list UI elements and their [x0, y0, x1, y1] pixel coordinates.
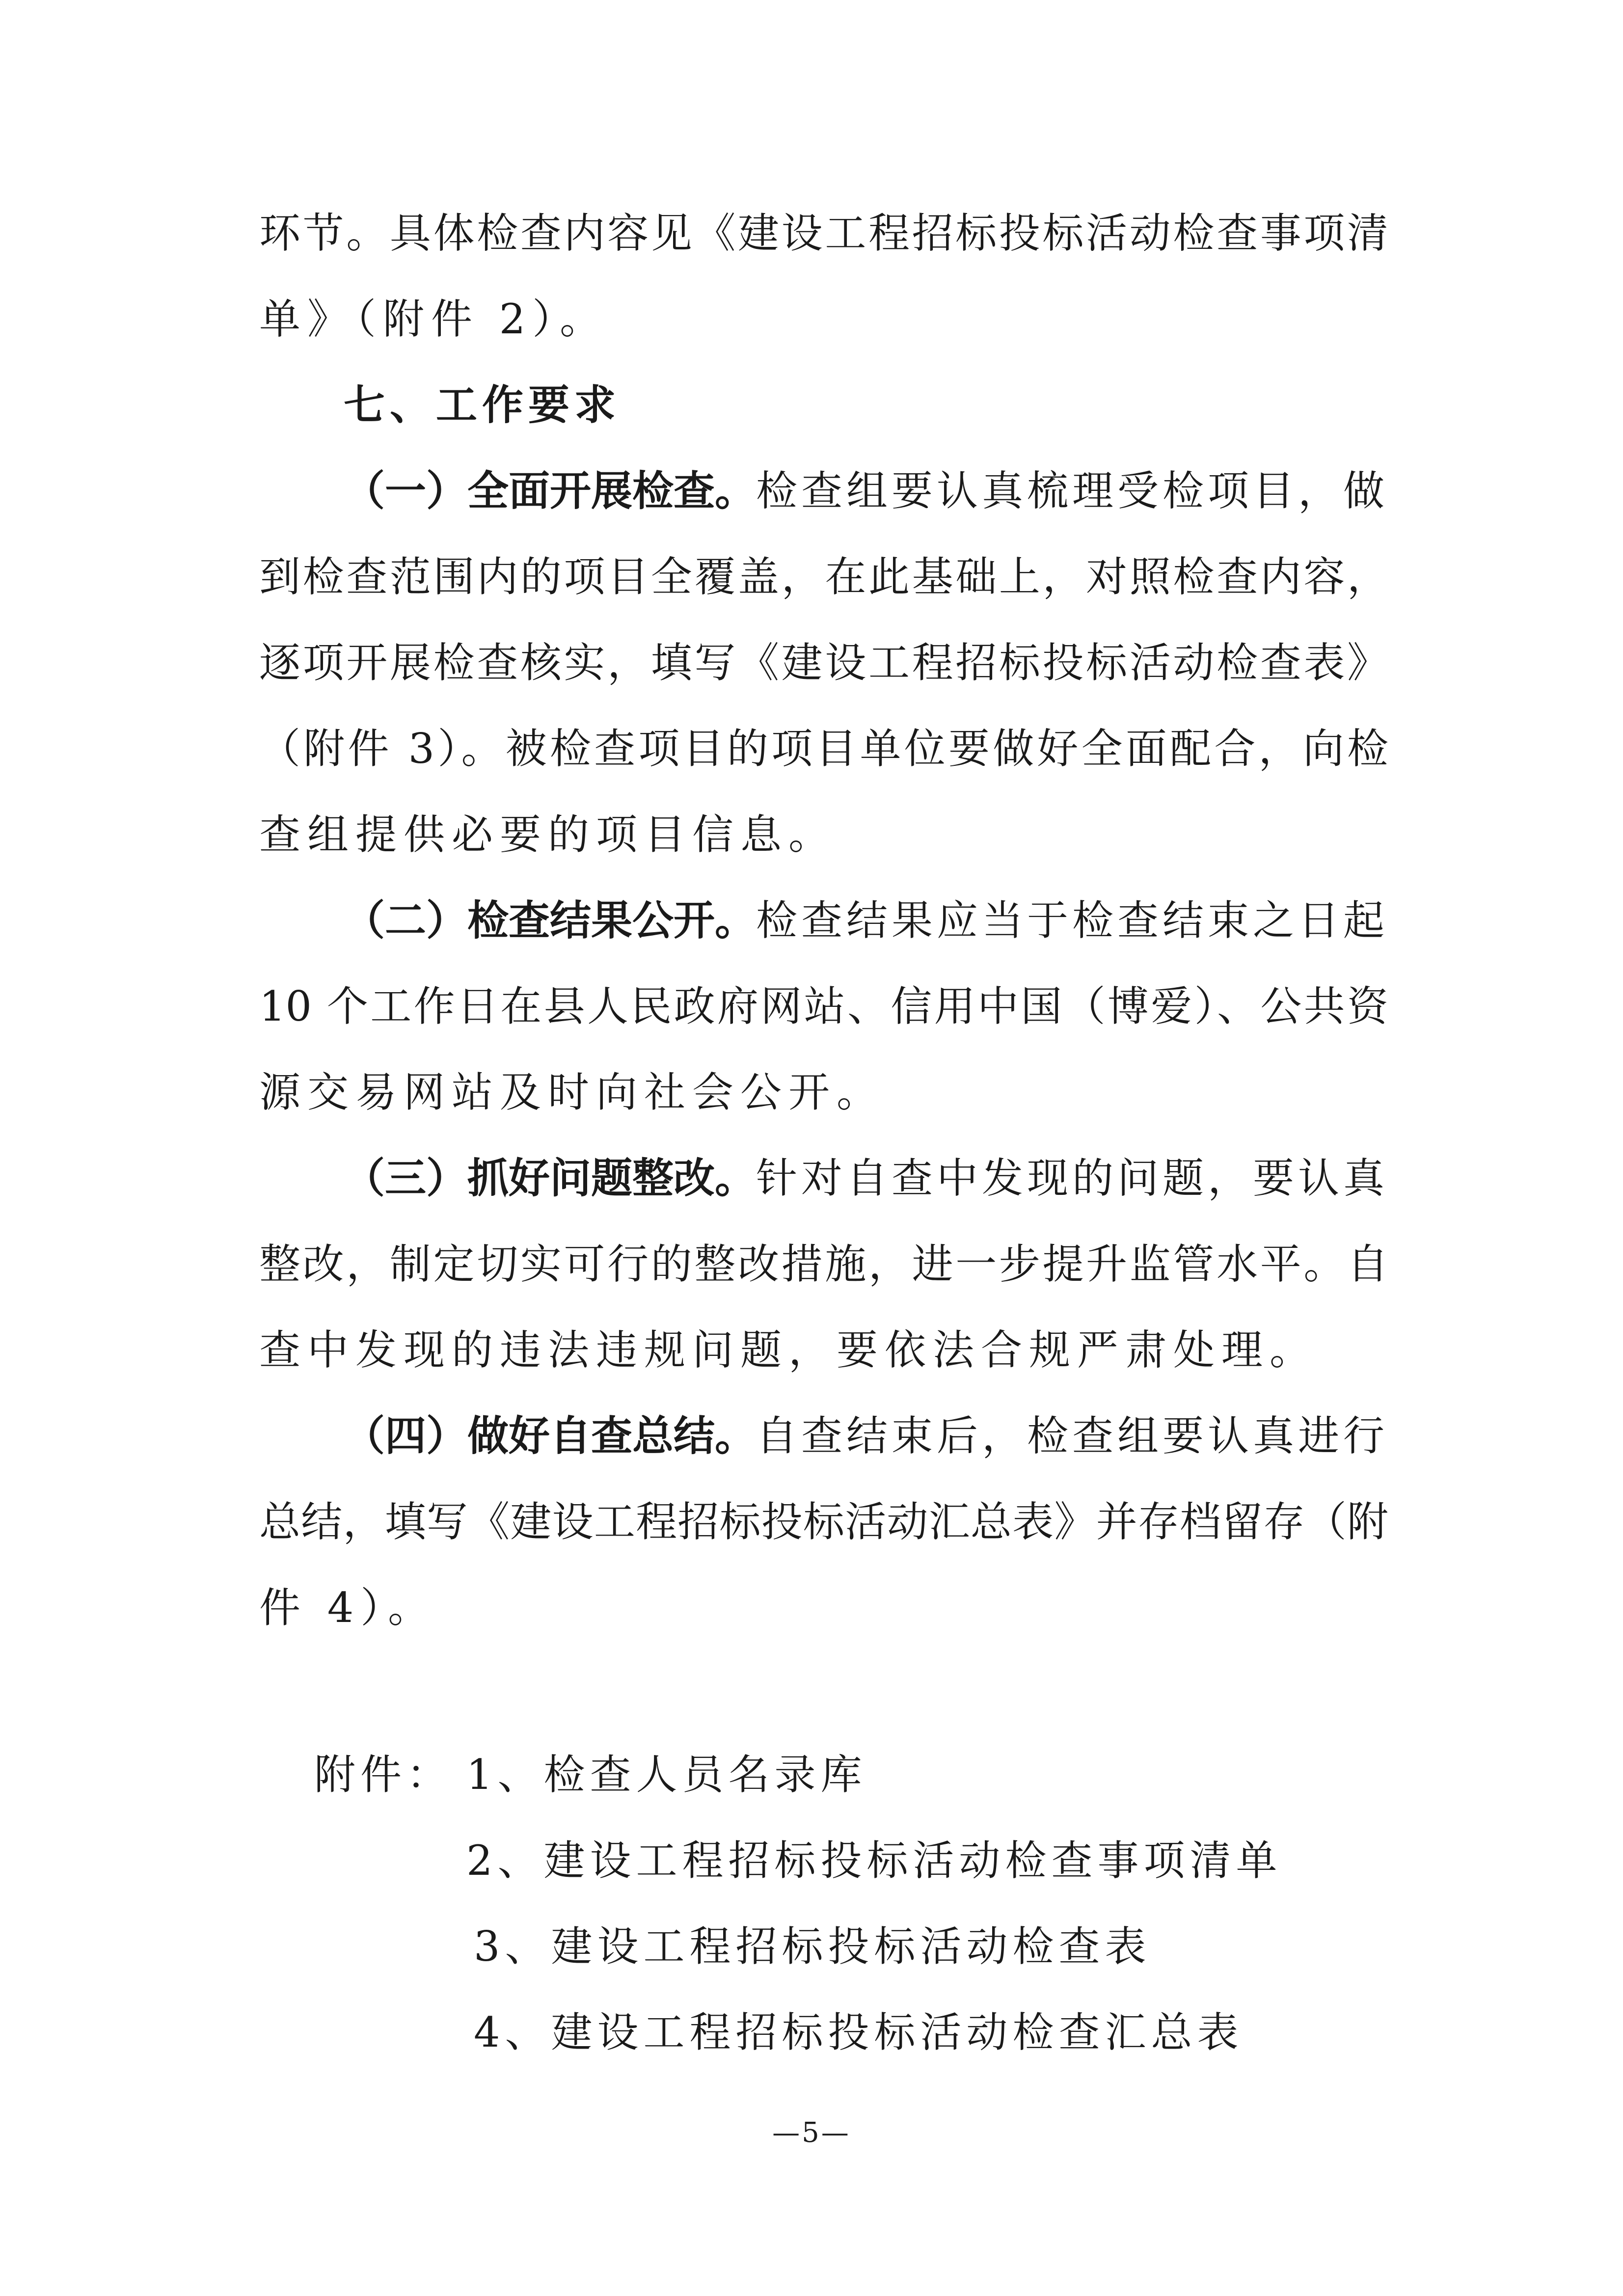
attachment-item-2: 2、建设工程招标投标活动检查事项清单 [466, 1837, 1282, 1885]
attachment-item-4: 4、建设工程招标投标活动检查汇总表 [474, 2008, 1244, 2056]
item3-label: （三）抓好问题整改。 [344, 1154, 757, 1202]
item4-line-1 [344, 1411, 1388, 1460]
item1-line-4: （附件 3）。被检查项目的项目单位要做好全面配合，向检 [259, 725, 1388, 773]
intro-line-1: 环节。具体检查内容见《建设工程招标投标活动检查事项清 [259, 209, 1388, 257]
attachment-item-1: 1、检查人员名录库 [466, 1751, 867, 1799]
item1-label: （一）全面开展检查。 [344, 467, 757, 515]
item1-line-1-rest: 检查组要认真梳理受检项目，做 [756, 467, 1389, 515]
item1-line-2: 到检查范围内的项目全覆盖，在此基础上，对照检查内容， [259, 553, 1388, 601]
page-number: —5— [772, 2117, 851, 2149]
item2-line-3: 源交易网站及时向社会公开。 [259, 1068, 885, 1116]
item1-line-3: 逐项开展检查核实，填写《建设工程招标投标活动检查表》 [259, 639, 1388, 687]
item4-line-2: 总结，填写《建设工程招标投标活动汇总表》并存档留存（附 [259, 1498, 1388, 1546]
item2-line-1 [344, 896, 1388, 945]
item4-label: （四）做好自查总结。 [344, 1412, 757, 1460]
intro-line-2: 单》（附件 2）。 [259, 295, 608, 343]
item4-line-1-rest: 自查结束后，检查组要认真进行 [756, 1412, 1389, 1460]
attachment-item-3: 3、建设工程招标投标活动检查表 [474, 1922, 1151, 1971]
item2-label: （二）检查结果公开。 [344, 896, 757, 945]
item3-line-1 [344, 1154, 1388, 1203]
item4-line-3: 件 4）。 [259, 1584, 436, 1632]
attachments-label: 附件： [314, 1751, 453, 1799]
item3-line-1-rest: 针对自查中发现的问题，要认真 [756, 1154, 1389, 1202]
section-title: 七、工作要求 [344, 381, 621, 429]
item2-line-1-rest: 检查结果应当于检查结束之日起 [756, 896, 1389, 945]
item2-line-2: 10 个工作日在县人民政府网站、信用中国（博爱）、公共资 [259, 982, 1388, 1030]
item3-line-2: 整改，制定切实可行的整改措施，进一步提升监管水平。自 [259, 1240, 1388, 1288]
item1-line-1 [344, 466, 1388, 515]
item3-line-3: 查中发现的违法违规问题，要依法合规严肃处理。 [259, 1326, 1318, 1374]
item1-line-5: 查组提供必要的项目信息。 [259, 810, 837, 859]
